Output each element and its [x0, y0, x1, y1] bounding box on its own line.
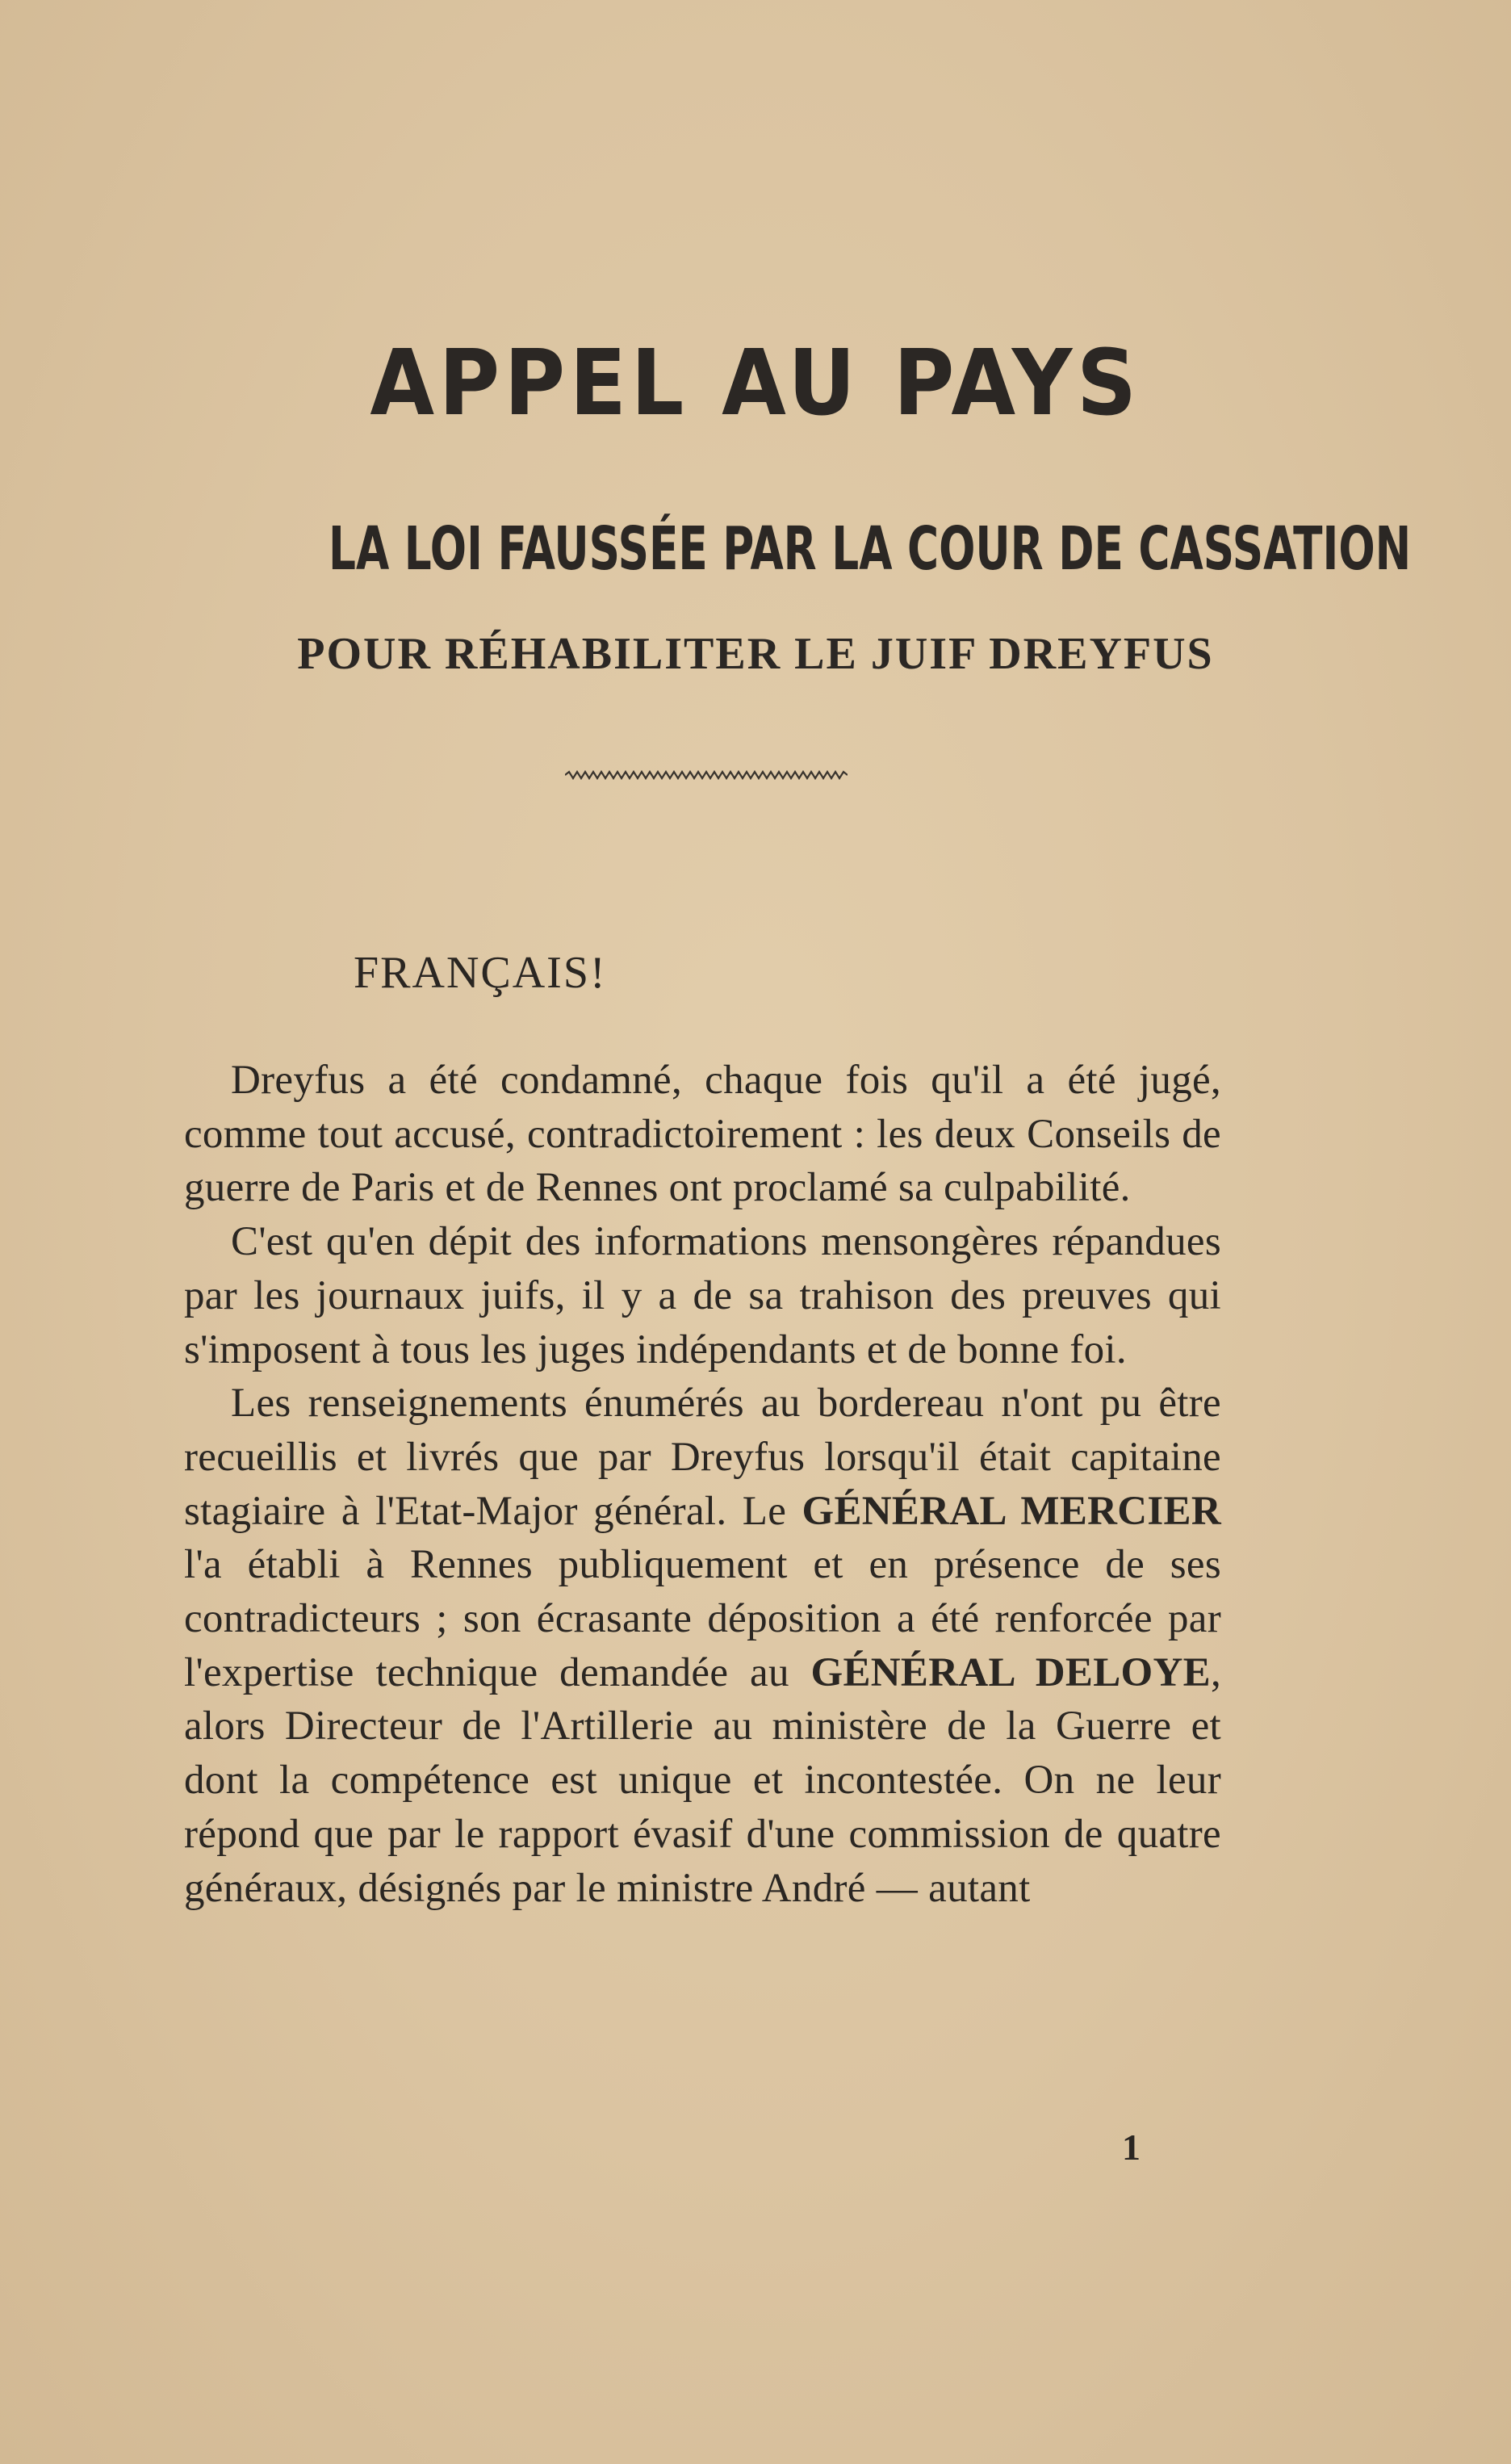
page-title: APPEL AU PAYS: [370, 331, 1141, 436]
paragraph-2: C'est qu'en dépit des informations mensongères répandues par les journaux juifs, il y a de sa trahison des preuves qui s'imposent à tous les juges indépendants et de bonne foi.: [184, 1219, 1221, 1372]
body-text: [184, 1054, 1221, 1915]
paragraph-3-text-b: l'a établi à Rennes publiquement et en présence de ses contradicteurs ; son écrasante déposition a été renforcée par l'expertise technique demandée au: [184, 1542, 1221, 1695]
subtitle-secondary: POUR RÉHABILITER LE JUIF DREYFUS: [297, 629, 1214, 679]
salutation: FRANÇAIS!: [354, 948, 607, 998]
paragraph-3-text-a: Les renseignements énumérés au bordereau n'ont pu être recueillis et livrés que par Dreyfus lorsqu'il était capitaine stagiaire à l'Etat-Major général. Le: [184, 1381, 1221, 1534]
paragraph-3: [184, 1377, 1221, 1915]
wavy-divider: [565, 767, 848, 783]
page-number: 1: [1122, 2127, 1141, 2168]
name-general-mercier: GÉNÉRAL MERCIER: [802, 1488, 1221, 1534]
name-general-deloye: GÉNÉRAL DELOYE: [810, 1649, 1211, 1695]
paragraph-1: Dreyfus a été condamné, chaque fois qu'il a été jugé, comme tout accusé, contradictoirement : les deux Conseils de guerre de Paris et de Rennes ont proclamé sa culpabilité.: [184, 1058, 1221, 1211]
subtitle: LA LOI FAUSSÉE PAR LA COUR DE CASSATION: [328, 514, 1412, 584]
paragraph-3-text-c: , alors Directeur de l'Artillerie au ministère de la Guerre et dont la compétence est unique et incontestée. On ne leur répond que par le rapport évasif d'une commission de quatre généraux, désignés par le ministre André — autant: [184, 1649, 1221, 1911]
